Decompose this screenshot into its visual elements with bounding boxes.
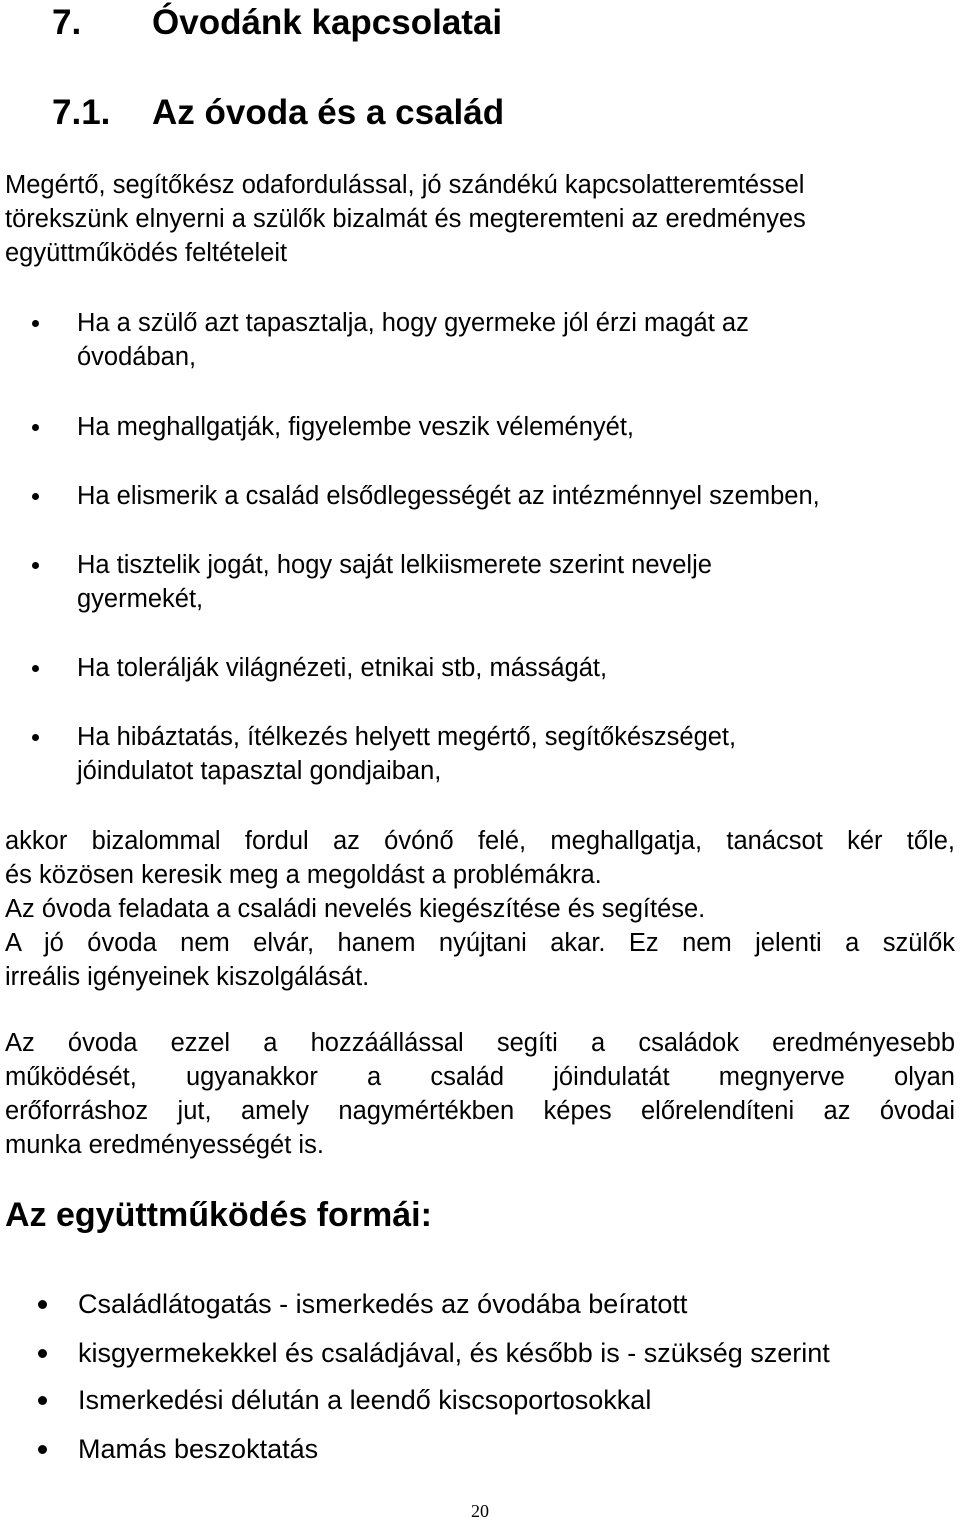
- bullet-dot: [32, 493, 39, 500]
- intro-line: együttműködés feltételeit: [5, 239, 288, 267]
- chapter-title: Óvodánk kapcsolatai: [152, 3, 503, 42]
- conclusion-line: irreális igényeinek kiszolgálását.: [5, 963, 370, 991]
- intro-line: Megértő, segítőkész odafordulással, jó szándékú kapcsolatteremtéssel: [5, 171, 805, 199]
- form-item: Mamás beszoktatás: [78, 1434, 319, 1464]
- condition-item: [77, 479, 917, 513]
- chapter-number: 7.: [52, 3, 82, 42]
- conclusion-line: Az óvoda feladata a családi nevelés kiegészítése és segítése.: [5, 895, 706, 923]
- conclusion-line: és közösen keresik meg a megoldást a problémákra.: [5, 861, 602, 889]
- forms-heading: Az együttműködés formái:: [5, 1196, 432, 1234]
- form-item: Családlátogatás - ismerkedés az óvodába beíratott: [78, 1289, 688, 1319]
- condition-line: jóindulatot tapasztal gondjaiban,: [77, 757, 442, 785]
- bullet-dot: [32, 320, 39, 327]
- condition-item: [77, 720, 917, 788]
- paragraph-line: Az óvoda ezzel a hozzáállással segíti a családok eredményesebb: [5, 1029, 955, 1057]
- intro-paragraph: [5, 168, 955, 270]
- section-number: 7.1.: [52, 93, 111, 132]
- condition-line: Ha a szülő azt tapasztalja, hogy gyermeke jól érzi magát az: [77, 309, 749, 337]
- condition-line: Ha elismerik a család elsődlegességét az intézménnyel szemben,: [77, 482, 820, 510]
- condition-line: gyermekét,: [77, 585, 204, 613]
- bullet-dot: [32, 562, 39, 569]
- section-title: Az óvoda és a család: [152, 93, 505, 132]
- conclusion-line: akkor bizalommal fordul az óvónő felé, meghallgatja, tanácsot kér tőle,: [5, 827, 955, 855]
- condition-item: [77, 410, 917, 444]
- bullet-dot: [38, 1396, 47, 1405]
- cooperation-paragraph: [5, 1026, 955, 1162]
- bullet-dot: [38, 1349, 47, 1358]
- bullet-dot: [38, 1300, 47, 1309]
- bullet-dot: [38, 1445, 47, 1454]
- condition-line: Ha tisztelik jogát, hogy saját lelkiismerete szerint nevelje: [77, 551, 712, 579]
- intro-line: törekszünk elnyerni a szülők bizalmát és megteremteni az eredményes: [5, 205, 806, 233]
- condition-line: óvodában,: [77, 343, 197, 371]
- condition-item: [77, 651, 917, 685]
- bullet-dot: [32, 734, 39, 741]
- paragraph-line: munka eredményességét is.: [5, 1131, 324, 1159]
- paragraph-line: erőforráshoz jut, amely nagymértékben képes előrelendíteni az óvodai: [5, 1097, 955, 1125]
- form-item: Ismerkedési délután a leendő kiscsoportosokkal: [78, 1385, 652, 1415]
- condition-item: [77, 306, 917, 374]
- condition-line: Ha hibáztatás, ítélkezés helyett megértő, segítőkészséget,: [77, 723, 737, 751]
- paragraph-line: működését, ugyanakkor a család jóindulatát megnyerve olyan: [5, 1063, 955, 1091]
- section-heading: [52, 93, 504, 133]
- page-number: 20: [471, 1501, 489, 1521]
- chapter-heading: [52, 3, 502, 43]
- condition-line: Ha meghallgatják, figyelembe veszik véleményét,: [77, 413, 635, 441]
- bullet-dot: [32, 665, 39, 672]
- conclusion-line: A jó óvoda nem elvár, hanem nyújtani akar. Ez nem jelenti a szülők: [5, 929, 955, 957]
- condition-line: Ha tolerálják világnézeti, etnikai stb, másságát,: [77, 654, 608, 682]
- bullet-dot: [32, 424, 39, 431]
- condition-item: [77, 548, 917, 616]
- conclusion-paragraph: [5, 824, 955, 994]
- form-item: kisgyermekekkel és családjával, és később is - szükség szerint: [78, 1338, 830, 1368]
